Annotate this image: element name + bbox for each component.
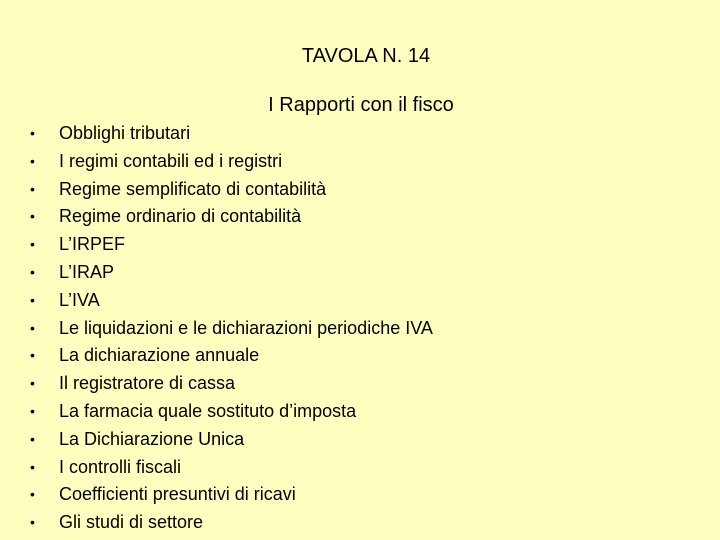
list-item-text: Regime ordinario di contabilità — [59, 206, 302, 227]
list-item — [0, 203, 720, 231]
list-item — [0, 509, 720, 537]
list-item — [0, 120, 720, 148]
list-item — [0, 454, 720, 482]
list-item-text: Gli studi di settore — [59, 512, 204, 533]
bullet-icon: • — [30, 458, 35, 475]
bullet-icon: • — [30, 430, 35, 447]
list-item-text: Il registratore di cassa — [59, 373, 236, 394]
bullet-icon: • — [30, 514, 35, 531]
list-item-text: Obblighi tributari — [59, 123, 191, 143]
list-item-text: La Dichiarazione Unica — [59, 428, 245, 449]
list-item — [0, 370, 720, 398]
bullet-icon: • — [30, 152, 35, 169]
list-item-text: Regime semplificato di contabilità — [59, 178, 327, 199]
bullet-icon: • — [30, 236, 35, 253]
list-item-text: L’IRAP — [59, 261, 115, 282]
list-item — [0, 148, 720, 176]
list-item-text: L’IVA — [59, 289, 100, 310]
list-item-text: Coefficienti presuntivi di ricavi — [59, 484, 296, 505]
list-item — [0, 176, 720, 204]
bullet-icon: • — [30, 208, 35, 225]
slide-title: TAVOLA N. 14 — [301, 45, 431, 67]
list-item-text: I regimi contabili ed i registri — [59, 150, 283, 171]
bullet-icon: • — [30, 402, 35, 419]
list-item — [0, 315, 720, 343]
bullet-icon: • — [30, 319, 35, 336]
list-item-text: L’IRPEF — [59, 234, 126, 255]
list-item — [0, 287, 720, 315]
topic-list — [0, 120, 720, 537]
bullet-icon: • — [30, 347, 35, 364]
bullet-icon: • — [30, 375, 35, 392]
bullet-icon: • — [30, 486, 35, 503]
bullet-icon: • — [30, 125, 35, 141]
list-item — [0, 398, 720, 426]
list-item — [0, 259, 720, 287]
bullet-icon: • — [30, 180, 35, 197]
bullet-icon: • — [30, 291, 35, 308]
list-item — [0, 481, 720, 509]
list-item — [0, 342, 720, 370]
list-item-text: I controlli fiscali — [59, 456, 182, 477]
bullet-icon: • — [30, 263, 35, 280]
list-item-text: La farmacia quale sostituto d’imposta — [59, 400, 357, 421]
slide-subtitle: I Rapporti con il fisco — [268, 94, 454, 116]
list-item — [0, 426, 720, 454]
list-item — [0, 231, 720, 259]
list-item-text: Le liquidazioni e le dichiarazioni periodiche IVA — [59, 317, 433, 338]
list-item-text: La dichiarazione annuale — [59, 345, 260, 366]
